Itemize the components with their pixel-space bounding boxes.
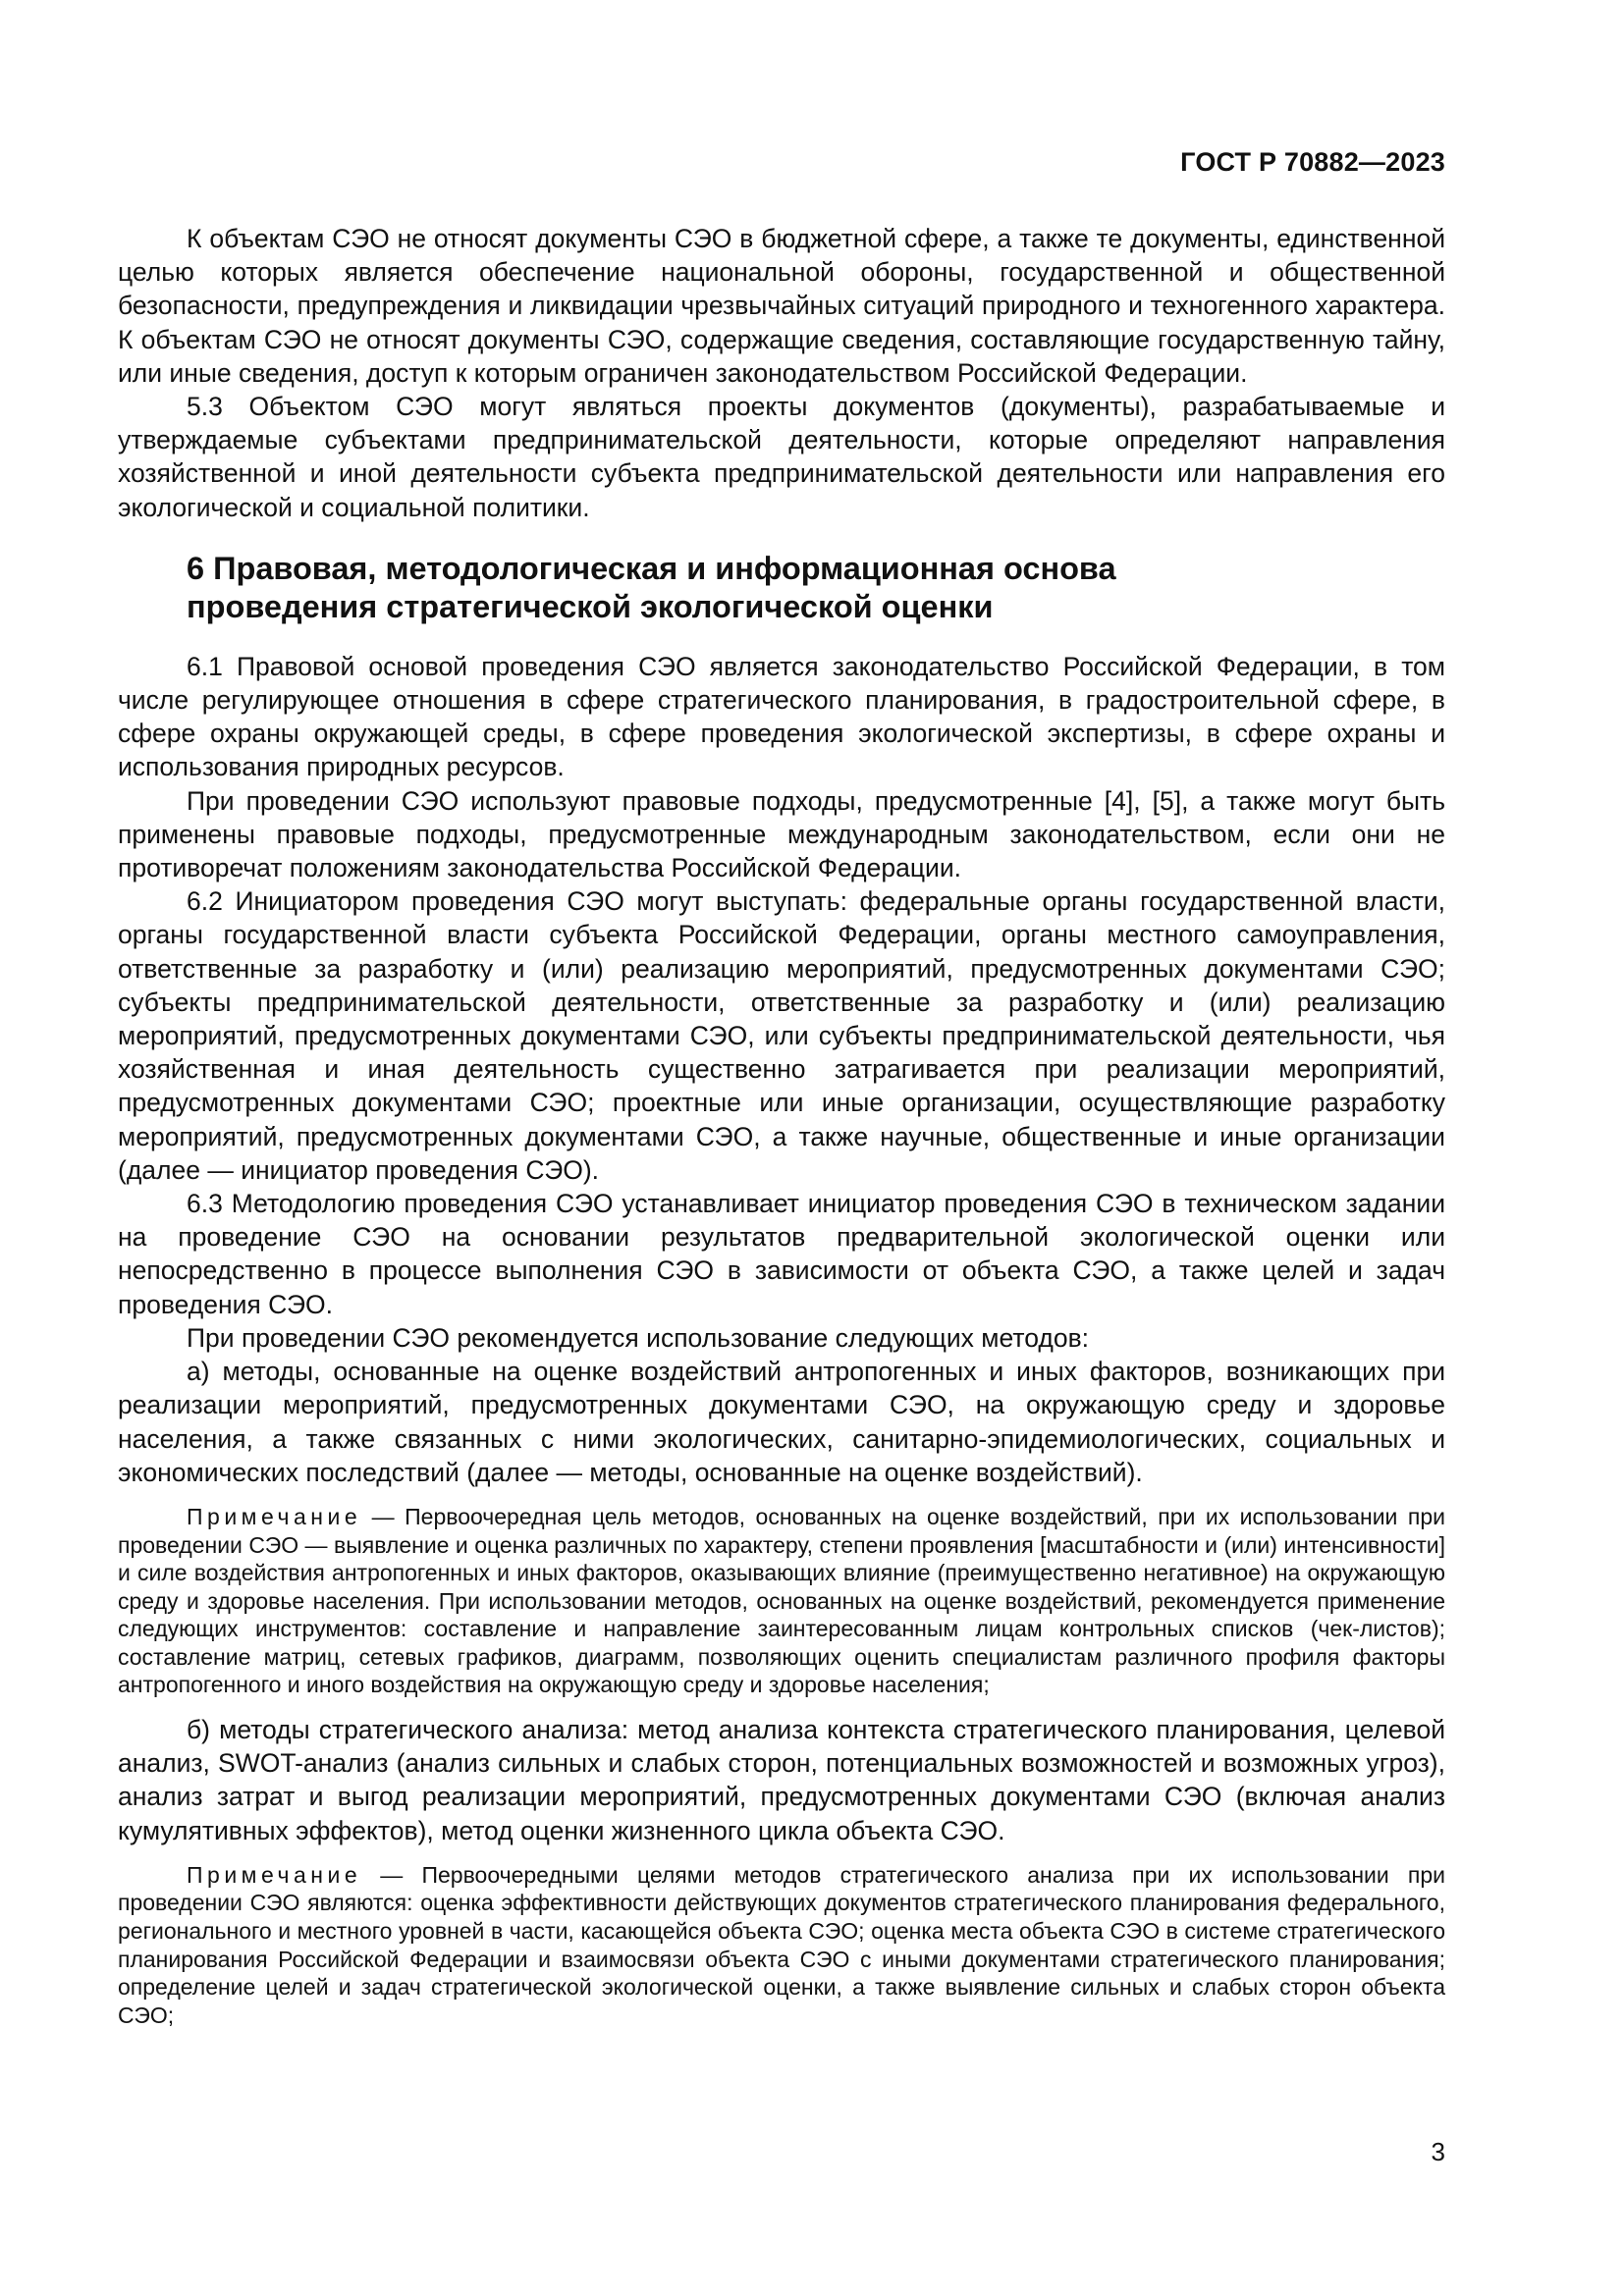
note-2-text: — Первоочередными целями методов стратегического анализа при их использовании при проведении СЭО являются: оценка эффективности действующих документов стратегического планирования федерального, регионального и местного уровней в части, касающейся объекта СЭО; оценка места объекта СЭО в системе стратегического планирования Российской Федерации и взаимосвязи объекта СЭО с иными документами стратегического планирования; определение целей и задач стратегической экологической оценки, а также выявление сильных и слабых сторон объекта СЭО;: [118, 1861, 1445, 2028]
section-6-heading: [118, 550, 1445, 626]
section-6-heading-line1: 6 Правовая, методологическая и информационная основа: [187, 550, 1116, 586]
document-header: ГОСТ Р 70882—2023: [1180, 147, 1445, 177]
note-1-label: Примечание: [187, 1503, 362, 1529]
note-2-label: Примечание: [187, 1861, 362, 1888]
paragraph-6-3: 6.3 Методологию проведения СЭО устанавливает инициатор проведения СЭО в техническом задании на проведение СЭО на основании результатов предварительной экологической оценки или непосредственно в процессе выполнения СЭО в зависимости от объекта СЭО, а также целей и задач проведения СЭО.: [118, 1189, 1445, 1319]
paragraph-6-1: 6.1 Правовой основой проведения СЭО является законодательство Российской Федерации, в том числе регулирующее отношения в сфере стратегического планирования, в градостроительной сфере, в сфере охраны окружающей среды, в сфере проведения экологической экспертизы, в сфере охраны и использования природных ресурсов.: [118, 651, 1445, 782]
note-1: [118, 1503, 1445, 1699]
note-2: [118, 1861, 1445, 2030]
paragraph-method-b: б) методы стратегического анализа: метод анализа контекста стратегического планирования, целевой анализ, SWOT-анализ (анализ сильных и слабых сторон, потенциальных возможностей и возможных угроз), анализ затрат и выгод реализации мероприятий, предусмотренных документами СЭО (включая анализ кумулятивных эффектов), метод оценки жизненного цикла объекта СЭО.: [118, 1715, 1445, 1845]
page-number: 3: [1431, 2137, 1445, 2166]
paragraph-6-2: 6.2 Инициатором проведения СЭО могут выступать: федеральные органы государственной власти, органы государственной власти субъекта Российской Федерации, органы местного самоуправления, ответственные за разработку и (или) реализацию мероприятий, предусмотренных документами СЭО; субъекты предпринимательской деятельности, ответственные за разработку и (или) реализацию мероприятий, предусмотренных документами СЭО, или субъекты предпринимательской деятельности, чья хозяйственная и иная деятельность существенно затрагивается при реализации мероприятий, предусмотренных документами СЭО; проектные или иные организации, осуществляющие разработку мероприятий, предусмотренных документами СЭО, а также научные, общественные и иные организации (далее — инициатор проведения СЭО).: [118, 886, 1445, 1185]
paragraph-method-a: а) методы, основанные на оценке воздействий антропогенных и иных факторов, возникающих при реализации мероприятий, предусмотренных документами СЭО, на окружающую среду и здоровье населения, а также связанных с ними экологических, санитарно-эпидемиологических, социальных и экономических последствий (далее — методы, основанные на оценке воздействий).: [118, 1357, 1445, 1487]
document-body: [118, 222, 1445, 2043]
paragraph-methods-intro: При проведении СЭО рекомендуется использование следующих методов:: [187, 1322, 1090, 1353]
note-1-text: — Первоочередная цель методов, основанных на оценке воздействий, при их использовании при проведении СЭО — выявление и оценка различных по характеру, степени проявления [масштабности и (или) интенсивности] и силе воздействия антропогенных и иных факторов, оказывающих влияние (преимущественно негативное) на окружающую среду и здоровье населения. При использовании методов, основанных на оценке воздействий, рекомендуется применение следующих инструментов: составление и направление заинтересованным лицам контрольных списков (чек-листов); составление матриц, сетевых графиков, диаграмм, позволяющих оценить специалистам различного профиля факторы антропогенного и иного воздействия на окружающую среду и здоровье населения;: [118, 1503, 1445, 1698]
paragraph-legal-approaches: При проведении СЭО используют правовые подходы, предусмотренные [4], [5], а также могут быть применены правовые подходы, предусмотренные международным законодательством, если они не противоречат положениям законодательства Российской Федерации.: [118, 785, 1445, 883]
section-6-heading-line2: проведения стратегической экологической оценки: [187, 588, 994, 624]
paragraph-exclusions: К объектам СЭО не относят документы СЭО в бюджетной сфере, а также те документы, единственной целью которых является обеспечение национальной обороны, государственной и общественной безопасности, предупреждения и ликвидации чрезвычайных ситуаций природного и техногенного характера. К объектам СЭО не относят документы СЭО, содержащие сведения, составляющие государственную тайну, или иные сведения, доступ к которым ограничен законодательством Российской Федерации.: [118, 224, 1445, 388]
paragraph-5-3: 5.3 Объектом СЭО могут являться проекты документов (документы), разрабатываемые и утверждаемые субъектами предпринимательской деятельности, которые определяют направления хозяйственной и иной деятельности субъекта предпринимательской деятельности или направления его экологической и социальной политики.: [118, 392, 1445, 522]
